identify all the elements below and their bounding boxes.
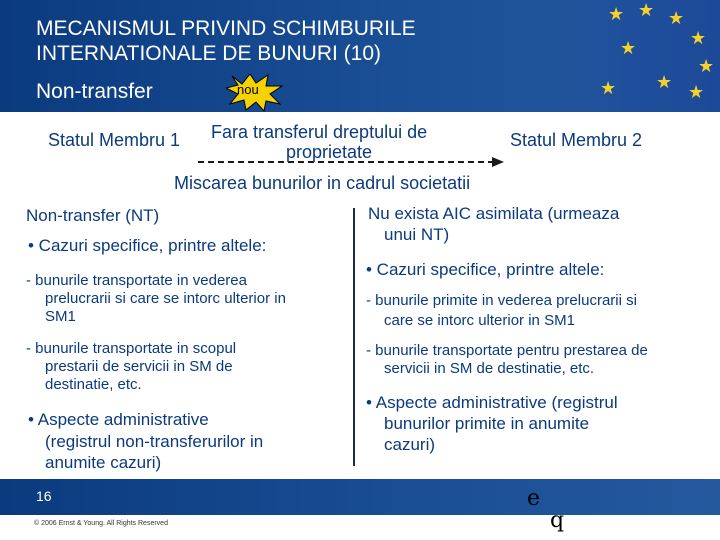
column-divider [353, 208, 355, 466]
member-state-2: Statul Membru 2 [510, 130, 643, 150]
page-number: 16 [36, 488, 52, 504]
right-bullet-1: • Cazuri specifice, printre altele: [366, 260, 605, 279]
transfer-label-line-1: Fara transferul dreptului de [211, 122, 428, 142]
left-bullet-2-line-1: • Aspecte administrative [28, 410, 209, 429]
star-icon: ★ [698, 56, 715, 77]
left-heading: Non-transfer (NT) [26, 206, 160, 225]
footer-band [0, 479, 720, 515]
eu-flag-decoration [560, 0, 720, 112]
right-heading-line-1: Nu exista AIC asimilata (urmeaza [368, 204, 620, 223]
star-icon: ★ [620, 38, 637, 59]
transfer-label-line-2: proprietate [286, 142, 373, 162]
star-icon: ★ [690, 28, 707, 49]
star-icon: ★ [638, 0, 655, 21]
left-bullet-1: • Cazuri specifice, printre altele: [28, 236, 267, 255]
star-icon: ★ [668, 8, 685, 29]
copyright-notice: © 2006 Ernst & Young. All Rights Reserved [34, 520, 168, 527]
star-icon: ★ [656, 72, 673, 93]
left-item-2-line-2: prestarii de servicii in SM de [45, 358, 233, 375]
right-item-2-line-2: servicii in SM de destinatie, etc. [384, 360, 595, 377]
right-heading-line-2: unui NT) [384, 225, 450, 244]
right-item-1-line-1: - bunurile primite in vederea prelucrarii si [366, 292, 637, 309]
left-item-2-line-3: destinatie, etc. [45, 376, 142, 393]
left-item-2-line-1: - bunurile transportate in scopul [26, 340, 237, 357]
star-icon: ★ [688, 82, 705, 103]
right-bullet-2-line-2: bunurilor primite in anumite [384, 414, 590, 433]
new-badge-label: nou [237, 82, 259, 97]
logo-glyph-q: q [550, 508, 565, 533]
right-item-1-line-2: care se intorc ulterior in SM1 [384, 312, 575, 329]
movement-label: Miscarea bunurilor in cadrul societatii [174, 173, 471, 193]
left-item-1-line-3: SM1 [45, 308, 76, 325]
left-bullet-2-line-2: (registrul non-transferurilor in [45, 432, 264, 451]
left-item-1-line-1: - bunurile transportate in vederea [26, 272, 247, 289]
slide-subtitle: Non-transfer [36, 80, 153, 103]
star-icon: ★ [608, 4, 625, 25]
member-state-1: Statul Membru 1 [48, 130, 181, 150]
title-line-1: MECANISMUL PRIVIND SCHIMBURILE [36, 17, 416, 40]
right-bullet-2-line-1: • Aspecte administrative (registrul [366, 393, 618, 412]
right-item-2-line-1: - bunurile transportate pentru prestarea de [366, 342, 648, 359]
left-bullet-2-line-3: anumite cazuri) [45, 453, 162, 472]
logo-glyph-e: e [527, 486, 541, 511]
right-bullet-2-line-3: cazuri) [384, 435, 436, 454]
star-icon: ★ [600, 78, 617, 99]
title-line-2: INTERNATIONALE DE BUNURI (10) [36, 42, 381, 65]
left-item-1-line-2: prelucrarii si care se intorc ulterior in [45, 290, 286, 307]
slide-title [36, 16, 416, 66]
